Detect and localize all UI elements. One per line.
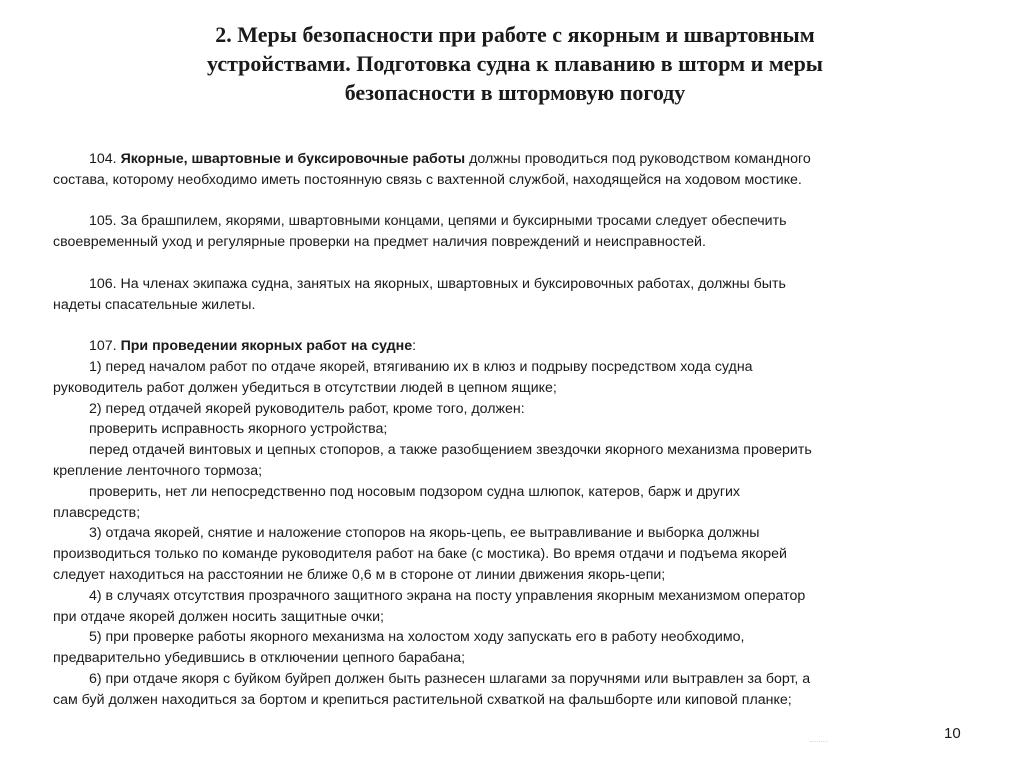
title-line: безопасности в штормовую погоду [344, 80, 686, 105]
text-line: 5) при проверке работы якорного механизма на холостом ходу запускать его в работу необходимо, [89, 629, 745, 646]
page-number: 10 [944, 725, 961, 742]
text-line: проверить, нет ли непосредственно под носовым подзором судна шлюпок, катеров, барж и других [89, 483, 741, 500]
text-line: при отдаче якорей должен носить защитные очки; [53, 608, 384, 625]
text-line [53, 336, 983, 357]
text-run: : [412, 338, 417, 355]
decorative-mark [810, 738, 828, 742]
paragraph-106 [53, 274, 983, 316]
text-line: перед отдачей винтовых и цепных стопоров, а также разобщением звездочки якорного механизма проверить [89, 442, 812, 459]
paragraph-104 [53, 149, 983, 191]
text-line: 105. За брашпилем, якорями, швартовными концами, цепями и буксирными тросами следует обеспечить [89, 213, 787, 230]
paragraph-105 [53, 211, 983, 253]
text-line: надеты спасательные жилеты. [53, 296, 256, 313]
text-line: 1) перед началом работ по отдаче якорей, втягиванию их в клюз и подрыву посредством хода судна [89, 358, 753, 375]
text-line: руководитель работ должен убедиться в отсутствии людей в цепном ящике; [53, 379, 557, 396]
text-line: 4) в случаях отсутствия прозрачного защитного экрана на посту управления якорным механизмом оператор [89, 587, 806, 604]
text-line: сам буй должен находиться за бортом и крепиться растительной схваткой на фальшборте или киповой планке; [53, 691, 792, 708]
document-body [53, 149, 983, 711]
paragraph-number: 104. [89, 151, 121, 167]
paragraph-107 [53, 336, 983, 710]
text-line: следует находиться на расстоянии не ближе 0,6 м в стороне от линии движения якорь-цепи; [53, 566, 666, 583]
page-title [100, 20, 930, 107]
text-line: своевременный уход и регулярные проверки на предмет наличия повреждений и неисправностей. [53, 234, 706, 251]
text-run: должны проводиться под руководством командного [465, 151, 811, 167]
text-line: состава, которому необходимо иметь постоянную связь с вахтенной службой, находящейся на ходовом мостике. [53, 171, 802, 188]
paragraph-gap [53, 191, 983, 212]
text-line: проверить исправность якорного устройства; [89, 421, 388, 438]
text-line [53, 149, 983, 170]
paragraph-number: 107. [89, 338, 121, 355]
title-line: 2. Меры безопасности при работе с якорным и швартовным [215, 22, 815, 47]
text-line: предварительно убедившись в отключении цепного барабана; [53, 650, 466, 667]
text-line: 6) при отдаче якоря с буйком буйреп должен быть разнесен шлагами за поручнями или вытравлен за борт, а [89, 670, 811, 687]
text-line: 3) отдача якорей, снятие и наложение стопоров на якорь-цепь, ее вытравливание и выборка должны [89, 525, 760, 542]
bold-phrase: Якорные, швартовные и буксировочные работы [120, 151, 466, 167]
text-line: 2) перед отдачей якорей руководитель работ, кроме того, должен: [89, 400, 525, 417]
text-line: крепление ленточного тормоза; [53, 462, 263, 479]
paragraph-gap [53, 253, 983, 274]
bold-phrase: При проведении якорных работ на судне [120, 338, 413, 355]
text-line: производиться только по команде руководителя работ на баке (с мостика). Во время отдачи и подъема якорей [53, 546, 787, 563]
text-line: 106. На членах экипажа судна, занятых на якорных, швартовных и буксировочных работах, должны быть [89, 275, 786, 292]
title-line: устройствами. Подготовка судна к плаванию в шторм и меры [207, 51, 823, 76]
paragraph-gap [53, 315, 983, 336]
text-line: плавсредств; [53, 504, 141, 521]
